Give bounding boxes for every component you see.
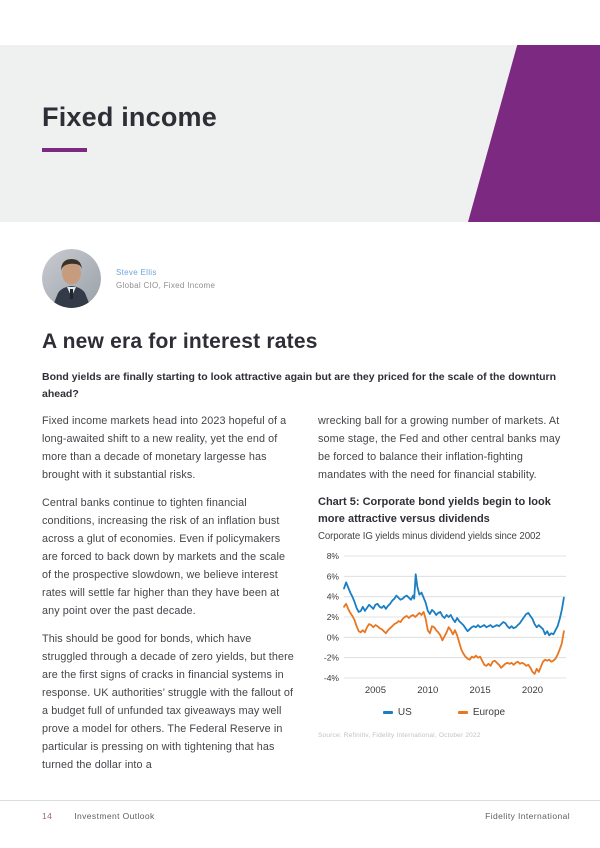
chart-legend <box>318 707 570 718</box>
body-paragraph: Fixed income markets head into 2023 hopeful of a long-awaited shift to a new reality, yet the end of more than a decade of monetary largesse has brought with it substantial risks. <box>42 415 287 482</box>
page-number: 14 <box>42 811 53 821</box>
x-tick-label: 2005 <box>364 685 386 697</box>
y-tick-label: 2% <box>326 612 339 623</box>
series-europe <box>344 604 564 674</box>
y-tick-label: 4% <box>326 591 339 602</box>
x-tick-label: 2015 <box>469 685 491 697</box>
author-text <box>116 268 215 290</box>
right-column <box>318 412 570 784</box>
x-tick-label: 2020 <box>521 685 544 697</box>
author-name: Steve Ellis <box>116 267 157 277</box>
author-photo <box>42 249 101 308</box>
article-columns <box>42 412 570 784</box>
x-tick-label: 2010 <box>417 685 439 697</box>
legend-label: US <box>397 707 412 719</box>
body-paragraph: wrecking ball for a growing number of markets. At some stage, the Fed and other central banks may be forced to balance their inflation-fighting mandates with the need for financial stability. <box>318 415 561 482</box>
footer-left-text: Investment Outlook <box>74 811 155 821</box>
page-title: Fixed income <box>42 102 217 132</box>
chart-source: Source: Refinitiv, Fidelity International, October 2022 <box>318 732 481 740</box>
y-tick-label: 8% <box>326 551 339 562</box>
line-chart <box>318 548 570 700</box>
y-tick-label: 0% <box>326 632 339 643</box>
y-tick-label: -4% <box>323 673 339 684</box>
body-paragraph: This should be good for bonds, which have struggled through a decade of zero yields, but there are the first signs of cracks in financial systems in response. UK authorities’ struggle with the fallout of a budget full of unfunded tax giveaways may well prove a model for others. The Federal Reserve in particular is pressing on with tightening that has turned the dollar into a <box>42 633 294 772</box>
person-portrait-icon <box>42 249 101 308</box>
section-heading: A new era for interest rates <box>42 330 318 353</box>
chart-corporate-bond-yields <box>318 548 570 739</box>
standfirst: Bond yields are finally starting to look attractive again but are they priced for the scale of the downturn ahead? <box>42 371 557 400</box>
author-block <box>42 249 215 308</box>
y-tick-label: -2% <box>323 652 339 663</box>
chart-title: Chart 5: Corporate bond yields begin to look more attractive versus dividends <box>318 496 551 526</box>
left-column <box>42 412 294 784</box>
legend-item-europe <box>458 707 505 718</box>
header-band <box>0 45 600 222</box>
legend-label: Europe <box>472 707 506 719</box>
purple-accent-shape <box>0 45 600 222</box>
chart-subtitle: Corporate IG yields minus dividend yields since 2002 <box>318 531 541 543</box>
body-paragraph: Central banks continue to tighten financial conditions, increasing the risk of an inflation bust across a glut of economies. Even if policymakers are forced to back down by markets and the scale of the prospective slowdown, we believe interest rates will settle far higher than they have been at any point over the past decade. <box>42 497 286 618</box>
legend-swatch-europe <box>458 711 468 714</box>
author-role: Global CIO, Fixed Income <box>116 280 216 290</box>
legend-item-us <box>383 707 412 718</box>
page-footer <box>0 800 600 821</box>
footer-right-text: Fidelity International <box>485 811 570 821</box>
y-tick-label: 6% <box>326 571 339 582</box>
title-underline <box>42 148 87 152</box>
legend-swatch-us <box>383 711 393 714</box>
